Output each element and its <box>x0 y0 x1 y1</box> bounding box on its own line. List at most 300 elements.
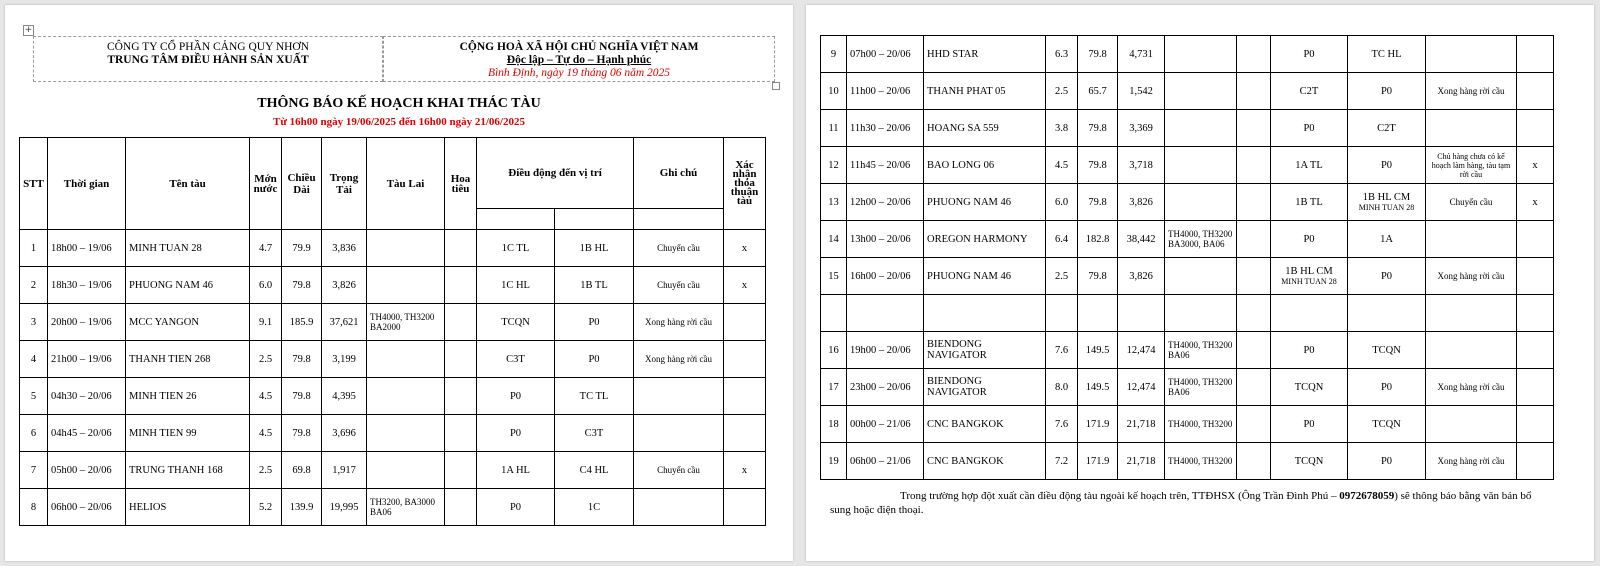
cell-confirm <box>724 341 766 378</box>
cell-move-from-main: TCQN <box>501 316 530 328</box>
col-header-move: Điều động đến vị trí <box>477 138 634 209</box>
cell-length: 171.9 <box>1078 406 1118 443</box>
cell-draft: 8.0 <box>1046 369 1078 406</box>
cell-vessel: THANH PHAT 05 <box>924 73 1046 110</box>
table-row <box>20 415 766 452</box>
cell-length: 79.9 <box>282 230 322 267</box>
cell-empty <box>1165 295 1237 332</box>
cell-dwt: 21,718 <box>1118 406 1165 443</box>
table-row <box>821 369 1554 406</box>
cell-dwt: 21,718 <box>1118 443 1165 480</box>
cell-time: 16h00 – 20/06 <box>847 258 924 295</box>
cell-empty <box>1348 295 1426 332</box>
cell-pilot <box>1237 332 1271 369</box>
cell-length: 149.5 <box>1078 369 1118 406</box>
table-row <box>821 36 1554 73</box>
cell-move-from <box>1271 406 1348 443</box>
table-row <box>821 332 1554 369</box>
cell-draft: 3.8 <box>1046 110 1078 147</box>
cell-vessel: HOANG SA 559 <box>924 110 1046 147</box>
cell-confirm: x <box>724 267 766 304</box>
cell-pilot <box>1237 110 1271 147</box>
cell-move-to <box>555 489 634 526</box>
footnote-text: Trong trường hợp đột xuất cần điều động tàu ngoài kế hoạch trên, TTĐHSX (Ông Trần Đình Phú – <box>900 490 1340 502</box>
cell-pilot <box>1237 443 1271 480</box>
cell-note: Chuyển cầu <box>634 452 724 489</box>
cell-draft: 2.5 <box>250 452 282 489</box>
cell-vessel: BIENDONG NAVIGATOR <box>924 369 1046 406</box>
cell-draft: 2.5 <box>1046 73 1078 110</box>
cell-stt: 18 <box>821 406 847 443</box>
cell-pilot <box>1237 147 1271 184</box>
cell-draft: 7.6 <box>1046 332 1078 369</box>
cell-confirm <box>724 415 766 452</box>
cell-dwt: 4,395 <box>322 378 367 415</box>
cell-empty <box>821 295 847 332</box>
cell-tug <box>367 341 445 378</box>
cell-confirm <box>1517 332 1554 369</box>
cell-move-from-main: C2T <box>1299 85 1319 97</box>
cell-draft: 4.7 <box>250 230 282 267</box>
cell-stt: 6 <box>20 415 48 452</box>
cell-dwt: 3,836 <box>322 230 367 267</box>
col-header-stt: STT <box>20 138 48 230</box>
table-body-page-2 <box>821 36 1554 480</box>
cell-tug: TH4000, TH3200 <box>1165 406 1237 443</box>
cell-dwt: 1,542 <box>1118 73 1165 110</box>
cell-move-to-main: C4 HL <box>579 464 609 476</box>
cell-move-from <box>1271 36 1348 73</box>
cell-note <box>1426 332 1517 369</box>
cell-move-from <box>1271 369 1348 406</box>
cell-pilot <box>445 415 477 452</box>
cell-dwt: 12,474 <box>1118 332 1165 369</box>
cell-vessel: THANH TIEN 268 <box>126 341 250 378</box>
cell-move-from <box>477 230 555 267</box>
cell-move-to-main: C2T <box>1377 122 1396 134</box>
cell-dwt: 3,199 <box>322 341 367 378</box>
cell-move-to <box>1348 332 1426 369</box>
cell-stt: 4 <box>20 341 48 378</box>
cell-confirm <box>1517 406 1554 443</box>
cell-move-to-main: P0 <box>1380 381 1393 393</box>
table-row-empty <box>821 295 1554 332</box>
cell-pilot <box>1237 184 1271 221</box>
cell-note: Chủ hàng chưa có kế hoạch làm hàng, tàu tạm rời cầu <box>1426 147 1517 184</box>
schedule-table-page-1 <box>19 137 766 526</box>
cell-move-from <box>477 267 555 304</box>
cell-note <box>1426 36 1517 73</box>
cell-move-from <box>477 304 555 341</box>
cell-length: 139.9 <box>282 489 322 526</box>
cell-draft: 9.1 <box>250 304 282 341</box>
cell-empty <box>1046 295 1078 332</box>
cell-pilot <box>1237 258 1271 295</box>
cell-move-to-main: 1B HL CM <box>1362 192 1411 203</box>
cell-vessel: MINH TUAN 28 <box>126 230 250 267</box>
cell-move-from-main: P0 <box>509 390 522 402</box>
cell-confirm <box>1517 110 1554 147</box>
cell-confirm <box>724 489 766 526</box>
table-row <box>821 258 1554 295</box>
cell-move-to-main: 1A <box>1380 233 1393 245</box>
document-page-2 <box>806 5 1594 561</box>
cell-time: 19h00 – 20/06 <box>847 332 924 369</box>
cell-move-to-main: 1B TL <box>580 279 608 291</box>
cell-move-to-main: C3T <box>584 427 604 439</box>
cell-tug: TH3200, BA3000 BA06 <box>367 489 445 526</box>
cell-move-to <box>1348 147 1426 184</box>
table-body-page-1 <box>20 230 766 526</box>
cell-vessel: PHUONG NAM 46 <box>126 267 250 304</box>
cell-length: 69.8 <box>282 452 322 489</box>
header-left-box <box>33 36 383 82</box>
cell-move-from-main: P0 <box>1303 418 1315 430</box>
cell-confirm: x <box>724 230 766 267</box>
cell-time: 18h00 – 19/06 <box>48 230 126 267</box>
col-header-confirm: Xác nhận thỏa thuận tàu <box>724 138 766 230</box>
cell-tug: TH4000, TH3200 <box>1165 443 1237 480</box>
cell-move-from-main: P0 <box>509 427 522 439</box>
cell-stt: 7 <box>20 452 48 489</box>
cell-pilot <box>445 267 477 304</box>
cell-length: 79.8 <box>1078 184 1118 221</box>
cell-tug <box>1165 258 1237 295</box>
cell-stt: 16 <box>821 332 847 369</box>
cell-move-to <box>555 304 634 341</box>
cell-draft: 6.3 <box>1046 36 1078 73</box>
cell-vessel: PHUONG NAM 46 <box>924 184 1046 221</box>
cell-move-to <box>1348 443 1426 480</box>
cell-draft: 7.2 <box>1046 443 1078 480</box>
cell-stt: 19 <box>821 443 847 480</box>
cell-length: 182.8 <box>1078 221 1118 258</box>
cell-move-from-main: 1C HL <box>501 279 530 291</box>
cell-stt: 1 <box>20 230 48 267</box>
cell-note: Chuyển cầu <box>1426 184 1517 221</box>
cell-move-from-main: 1B TL <box>1295 196 1323 208</box>
footnote-phone: 0972678059 <box>1339 490 1395 502</box>
cell-tug <box>367 415 445 452</box>
cell-time: 00h00 – 21/06 <box>847 406 924 443</box>
cell-length: 79.8 <box>1078 110 1118 147</box>
table-resize-handle-icon[interactable] <box>772 82 780 90</box>
cell-move-from-main: 1C TL <box>501 242 530 254</box>
cell-move-to-main: P0 <box>1380 455 1393 467</box>
cell-confirm <box>1517 221 1554 258</box>
col-header-length: Chiều Dài <box>282 138 322 230</box>
cell-note: Chuyển cầu <box>634 267 724 304</box>
cell-draft: 5.2 <box>250 489 282 526</box>
cell-empty <box>847 295 924 332</box>
cell-move-to-main: TCQN <box>1372 418 1401 430</box>
cell-pilot <box>1237 369 1271 406</box>
cell-empty <box>1118 295 1165 332</box>
cell-dwt: 37,621 <box>322 304 367 341</box>
cell-stt: 9 <box>821 36 847 73</box>
cell-vessel: PHUONG NAM 46 <box>924 258 1046 295</box>
cell-length: 79.8 <box>1078 258 1118 295</box>
cell-move-from-main: 1B HL CM <box>1285 266 1333 277</box>
cell-stt: 17 <box>821 369 847 406</box>
table-row <box>821 110 1554 147</box>
cell-tug: TH4000, TH3200 BA06 <box>1165 369 1237 406</box>
cell-move-to <box>555 267 634 304</box>
cell-move-to-main: 1B HL <box>579 242 609 254</box>
cell-tug <box>1165 184 1237 221</box>
cell-note <box>1426 110 1517 147</box>
cell-time: 07h00 – 20/06 <box>847 36 924 73</box>
cell-move-to <box>1348 258 1426 295</box>
cell-confirm: x <box>724 452 766 489</box>
cell-dwt: 3,826 <box>1118 258 1165 295</box>
cell-empty <box>1078 295 1118 332</box>
cell-time: 06h00 – 20/06 <box>48 489 126 526</box>
cell-note: Chuyển cầu <box>634 230 724 267</box>
cell-confirm <box>724 378 766 415</box>
cell-pilot <box>445 304 477 341</box>
cell-move-from <box>477 341 555 378</box>
cell-tug <box>367 378 445 415</box>
cell-note: Xong hàng rời cầu <box>1426 73 1517 110</box>
col-header-dwt: Trọng Tải <box>322 138 367 230</box>
cell-pilot <box>1237 73 1271 110</box>
cell-empty <box>924 295 1046 332</box>
cell-length: 79.8 <box>1078 147 1118 184</box>
table-row <box>821 406 1554 443</box>
cell-pilot <box>445 341 477 378</box>
cell-stt: 13 <box>821 184 847 221</box>
cell-length: 79.8 <box>282 415 322 452</box>
cell-stt: 8 <box>20 489 48 526</box>
cell-draft: 6.4 <box>1046 221 1078 258</box>
table-header-row <box>20 138 766 209</box>
cell-pilot <box>445 230 477 267</box>
cell-move-to <box>1348 369 1426 406</box>
cell-tug <box>367 452 445 489</box>
cell-move-to <box>1348 221 1426 258</box>
cell-move-from-main: TCQN <box>1294 455 1324 467</box>
cell-length: 149.5 <box>1078 332 1118 369</box>
cell-stt: 12 <box>821 147 847 184</box>
footnote-tail: ) sẽ thông báo bằng văn bản bổ sung hoặc điện thoại. <box>830 490 1532 516</box>
cell-stt: 5 <box>20 378 48 415</box>
cell-pilot <box>445 378 477 415</box>
cell-move-from-main: P0 <box>509 501 522 513</box>
cell-move-from-sub: MINH TUAN 28 <box>1281 277 1337 286</box>
cell-move-from-main: C3T <box>506 353 525 365</box>
cell-dwt: 38,442 <box>1118 221 1165 258</box>
cell-pilot <box>445 452 477 489</box>
cell-dwt: 19,995 <box>322 489 367 526</box>
cell-move-to <box>555 230 634 267</box>
cell-time: 06h00 – 21/06 <box>847 443 924 480</box>
cell-time: 21h00 – 19/06 <box>48 341 126 378</box>
cell-time: 18h30 – 19/06 <box>48 267 126 304</box>
table-row <box>20 304 766 341</box>
cell-time: 11h45 – 20/06 <box>847 147 924 184</box>
table-row <box>821 73 1554 110</box>
cell-move-to-main: P0 <box>588 353 600 365</box>
cell-vessel: OREGON HARMONY <box>924 221 1046 258</box>
cell-move-from-main: P0 <box>1303 122 1315 134</box>
cell-move-from <box>1271 147 1348 184</box>
footnote <box>830 489 1550 517</box>
col-header-tug: Tàu Lai <box>367 138 445 230</box>
cell-tug <box>1165 110 1237 147</box>
cell-empty <box>1237 295 1271 332</box>
cell-stt: 11 <box>821 110 847 147</box>
table-row <box>20 341 766 378</box>
cell-move-to-main: TC HL <box>1371 48 1402 60</box>
cell-length: 171.9 <box>1078 443 1118 480</box>
cell-move-from <box>477 489 555 526</box>
cell-move-from <box>1271 73 1348 110</box>
cell-vessel: MINH TIEN 26 <box>126 378 250 415</box>
cell-move-from-main: 1A HL <box>501 464 530 476</box>
republic-name: CỘNG HOÀ XÃ HỘI CHỦ NGHĨA VIỆT NAM <box>459 41 699 53</box>
cell-length: 79.8 <box>282 267 322 304</box>
cell-move-from <box>477 415 555 452</box>
cell-note <box>634 415 724 452</box>
cell-move-to <box>1348 406 1426 443</box>
cell-note <box>634 378 724 415</box>
cell-length: 79.8 <box>282 341 322 378</box>
cell-dwt: 1,917 <box>322 452 367 489</box>
cell-draft: 4.5 <box>250 378 282 415</box>
cell-confirm <box>724 304 766 341</box>
col-header-note: Ghi chú <box>634 138 724 209</box>
table-move-handle-icon[interactable]: + <box>24 25 33 35</box>
cell-vessel: BAO LONG 06 <box>924 147 1046 184</box>
cell-dwt: 3,696 <box>322 415 367 452</box>
cell-move-from-main: P0 <box>1303 233 1315 245</box>
cell-tug <box>1165 73 1237 110</box>
cell-vessel: MCC YANGON <box>126 304 250 341</box>
table-row <box>821 221 1554 258</box>
cell-vessel: CNC BANGKOK <box>924 406 1046 443</box>
cell-time: 11h30 – 20/06 <box>847 110 924 147</box>
col-header-pilot: Hoa tiêu <box>445 138 477 230</box>
col-header-vessel: Tên tàu <box>126 138 250 230</box>
table-row <box>821 443 1554 480</box>
cell-tug <box>1165 36 1237 73</box>
cell-note: Xong hàng rời cầu <box>1426 369 1517 406</box>
table-row <box>20 378 766 415</box>
cell-length: 65.7 <box>1078 73 1118 110</box>
cell-confirm: x <box>1517 184 1554 221</box>
document-page-1 <box>5 5 793 561</box>
note-subheader <box>634 209 724 230</box>
header-right-box <box>383 36 775 82</box>
cell-dwt: 4,731 <box>1118 36 1165 73</box>
cell-move-to-main: P0 <box>1380 85 1393 97</box>
cell-move-to <box>1348 73 1426 110</box>
cell-move-to <box>1348 184 1426 221</box>
cell-time: 04h30 – 20/06 <box>48 378 126 415</box>
cell-dwt: 3,826 <box>322 267 367 304</box>
cell-draft: 7.6 <box>1046 406 1078 443</box>
cell-vessel: BIENDONG NAVIGATOR <box>924 332 1046 369</box>
cell-tug: TH4000, TH3200 BA2000 <box>367 304 445 341</box>
cell-move-to <box>555 341 634 378</box>
cell-empty <box>1426 295 1517 332</box>
cell-move-from <box>1271 332 1348 369</box>
cell-move-from <box>1271 221 1348 258</box>
cell-length: 79.8 <box>282 378 322 415</box>
cell-confirm <box>1517 258 1554 295</box>
cell-pilot <box>1237 406 1271 443</box>
cell-vessel: HELIOS <box>126 489 250 526</box>
cell-dwt: 3,826 <box>1118 184 1165 221</box>
date-place: Bình Định, ngày 19 tháng 06 năm 2025 <box>487 67 671 79</box>
cell-confirm <box>1517 369 1554 406</box>
cell-note: Xong hàng rời cầu <box>634 304 724 341</box>
table-row <box>20 267 766 304</box>
page-subtitle: Từ 16h00 ngày 19/06/2025 đến 16h00 ngày 21/06/2025 <box>272 116 525 128</box>
cell-draft: 2.5 <box>250 341 282 378</box>
cell-time: 13h00 – 20/06 <box>847 221 924 258</box>
cell-length: 79.8 <box>1078 36 1118 73</box>
cell-move-from <box>1271 443 1348 480</box>
table-row <box>20 230 766 267</box>
cell-note <box>1426 221 1517 258</box>
cell-time: 11h00 – 20/06 <box>847 73 924 110</box>
cell-dwt: 3,369 <box>1118 110 1165 147</box>
cell-move-from-main: P0 <box>1303 48 1315 60</box>
cell-tug <box>367 230 445 267</box>
cell-stt: 2 <box>20 267 48 304</box>
cell-vessel: CNC BANGKOK <box>924 443 1046 480</box>
cell-time: 20h00 – 19/06 <box>48 304 126 341</box>
table-row <box>20 489 766 526</box>
cell-move-from <box>1271 184 1348 221</box>
cell-confirm <box>1517 73 1554 110</box>
cell-tug: TH4000, TH3200 BA3000, BA06 <box>1165 221 1237 258</box>
cell-move-from <box>1271 110 1348 147</box>
cell-draft: 6.0 <box>1046 184 1078 221</box>
cell-confirm <box>1517 36 1554 73</box>
page-title: THÔNG BÁO KẾ HOẠCH KHAI THÁC TÀU <box>257 96 541 111</box>
cell-move-from-main: TCQN <box>1294 381 1324 393</box>
move-to-subheader <box>555 209 634 230</box>
cell-length: 185.9 <box>282 304 322 341</box>
cell-tug: TH4000, TH3200 BA06 <box>1165 332 1237 369</box>
cell-move-to-main: TCQN <box>1372 344 1401 356</box>
cell-move-to-main: P0 <box>588 316 600 328</box>
cell-draft: 2.5 <box>1046 258 1078 295</box>
cell-move-to <box>555 378 634 415</box>
cell-dwt: 3,718 <box>1118 147 1165 184</box>
cell-note <box>1426 406 1517 443</box>
move-from-subheader <box>477 209 555 230</box>
national-motto: Độc lập – Tự do – Hạnh phúc <box>506 54 652 66</box>
cell-pilot <box>1237 36 1271 73</box>
cell-stt: 10 <box>821 73 847 110</box>
cell-move-from-main: 1A TL <box>1295 159 1323 171</box>
table-row <box>20 452 766 489</box>
cell-stt: 3 <box>20 304 48 341</box>
cell-tug <box>1165 147 1237 184</box>
cell-time: 04h45 – 20/06 <box>48 415 126 452</box>
company-name: CÔNG TY CỔ PHẦN CẢNG QUY NHƠN <box>106 41 310 53</box>
cell-move-to-main: TC TL <box>579 390 609 402</box>
cell-tug <box>367 267 445 304</box>
cell-move-to-main: 1C <box>587 501 601 513</box>
cell-stt: 15 <box>821 258 847 295</box>
cell-pilot <box>1237 221 1271 258</box>
col-header-draft: Mớn nước <box>250 138 282 230</box>
